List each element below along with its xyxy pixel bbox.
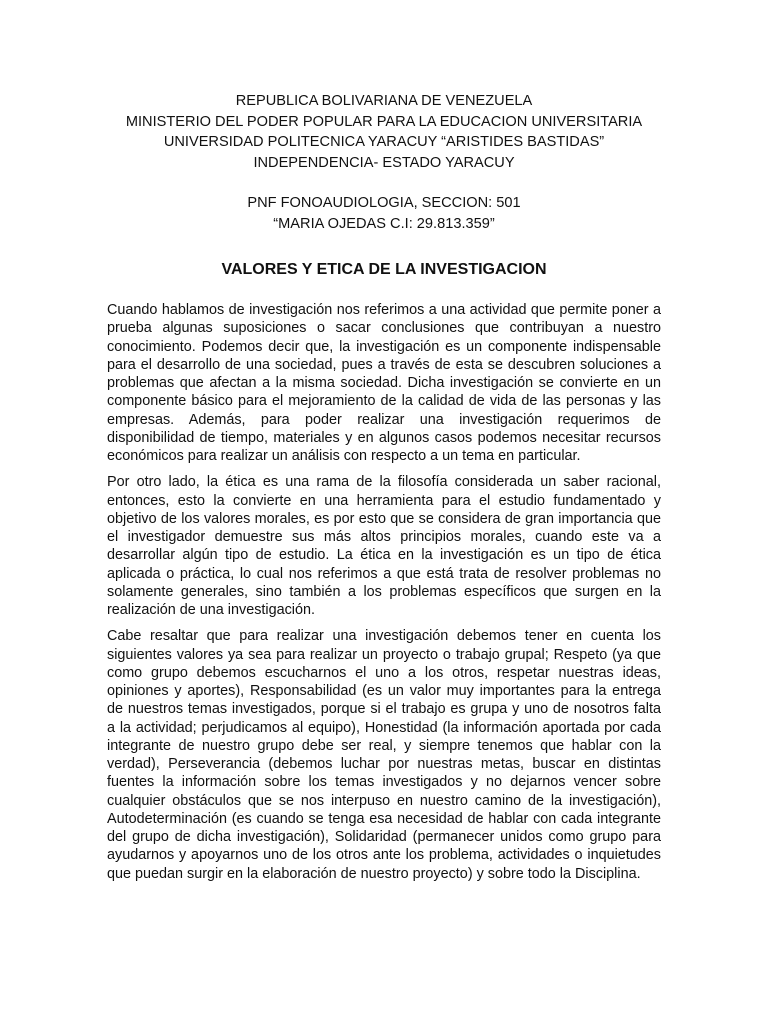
document-title: VALORES Y ETICA DE LA INVESTIGACION [221, 261, 547, 278]
paragraph-ethics: Por otro lado, la ética es una rama de la filosofía considerada un saber racional, entonces, esto la convierte en una herramienta para el estudio fundamentado y objetivo de los valores morales, es por esto que se considera de gran importancia que el investigador demuestre sus más altos principios morales, cuando este va a desarrollar algún tipo de estudio. La ética en la investigación es un tipo de ética aplicada o práctica, lo cual nos referimos a que está trata de resolver problemas no solamente generales, sino también a los problemas específicos que surgen en la realización de una investigación. [107, 474, 661, 618]
header-line-country: REPUBLICA BOLIVARIANA DE VENEZUELA [235, 93, 533, 109]
document-body [107, 301, 661, 891]
header-line-university: UNIVERSIDAD POLITECNICA YARACUY “ARISTIDES BASTIDAS” [163, 134, 605, 150]
institution-header [0, 91, 768, 173]
paragraph-research: Cuando hablamos de investigación nos referimos a una actividad que permite poner a prueba algunas suposiciones o sacar conclusiones que contribuyan a nuestro conocimiento. Podemos decir que, la investigación es un componente indispensable para el desarrollo de una sociedad, pues a través de esta se descubren soluciones a problemas que afectan a la misma sociedad. Dicha investigación se convierte en un componente básico para el mejoramiento de la calidad de vida de las personas y las empresas. Además, para poder realizar una investigación requerimos de disponibilidad de tiempo, materiales y en algunos casos podemos necesitar recursos económicos para realizar un análisis con respecto a un tema en particular. [107, 302, 661, 464]
paragraph-values: Cabe resaltar que para realizar una investigación debemos tener en cuenta los siguientes valores ya sea para realizar un proyecto o trabajo grupal; Respeto (ya que como grupo debemos escucharnos el uno a los otros, respetar nuestras ideas, opiniones y aportes), Responsabilidad (es un valor muy importantes para la entrega de nuestros temas investigados, porque si el trabajo es grupa y uno de nosotros falta a la actividad; perjudicamos al equipo), Honestidad (la información aportada por cada integrante de nuestro grupo debe ser real, y siempre tenemos que hablar con la verdad), Perseverancia (debemos luchar por nuestras metas, buscar en distintas fuentes la información sobre los temas investigados y no dejarnos vencer sobre cualquier obstáculos que se nos interpuso en nuestro camino de la investigación), Autodeterminación (es cuando se tenga esa necesidad de hablar con cada integrante del grupo de dicha investigación), Solidaridad (permanecer unidos como grupo para ayudarnos y apoyarnos uno de los otros ante los problema, actividades o inquietudes que puedan surgir en la elaboración de nuestro proyecto) y sobre todo la Disciplina. [107, 628, 661, 882]
program-section: PNF FONOAUDIOLOGIA, SECCION: 501 [247, 195, 521, 211]
student-name: “MARIA OJEDAS C.I: 29.813.359” [273, 215, 495, 232]
student-info [0, 193, 768, 234]
header-line-location: INDEPENDENCIA- ESTADO YARACUY [253, 154, 515, 171]
header-line-ministry: MINISTERIO DEL PODER POPULAR PARA LA EDUCACION UNIVERSITARIA [125, 113, 643, 130]
